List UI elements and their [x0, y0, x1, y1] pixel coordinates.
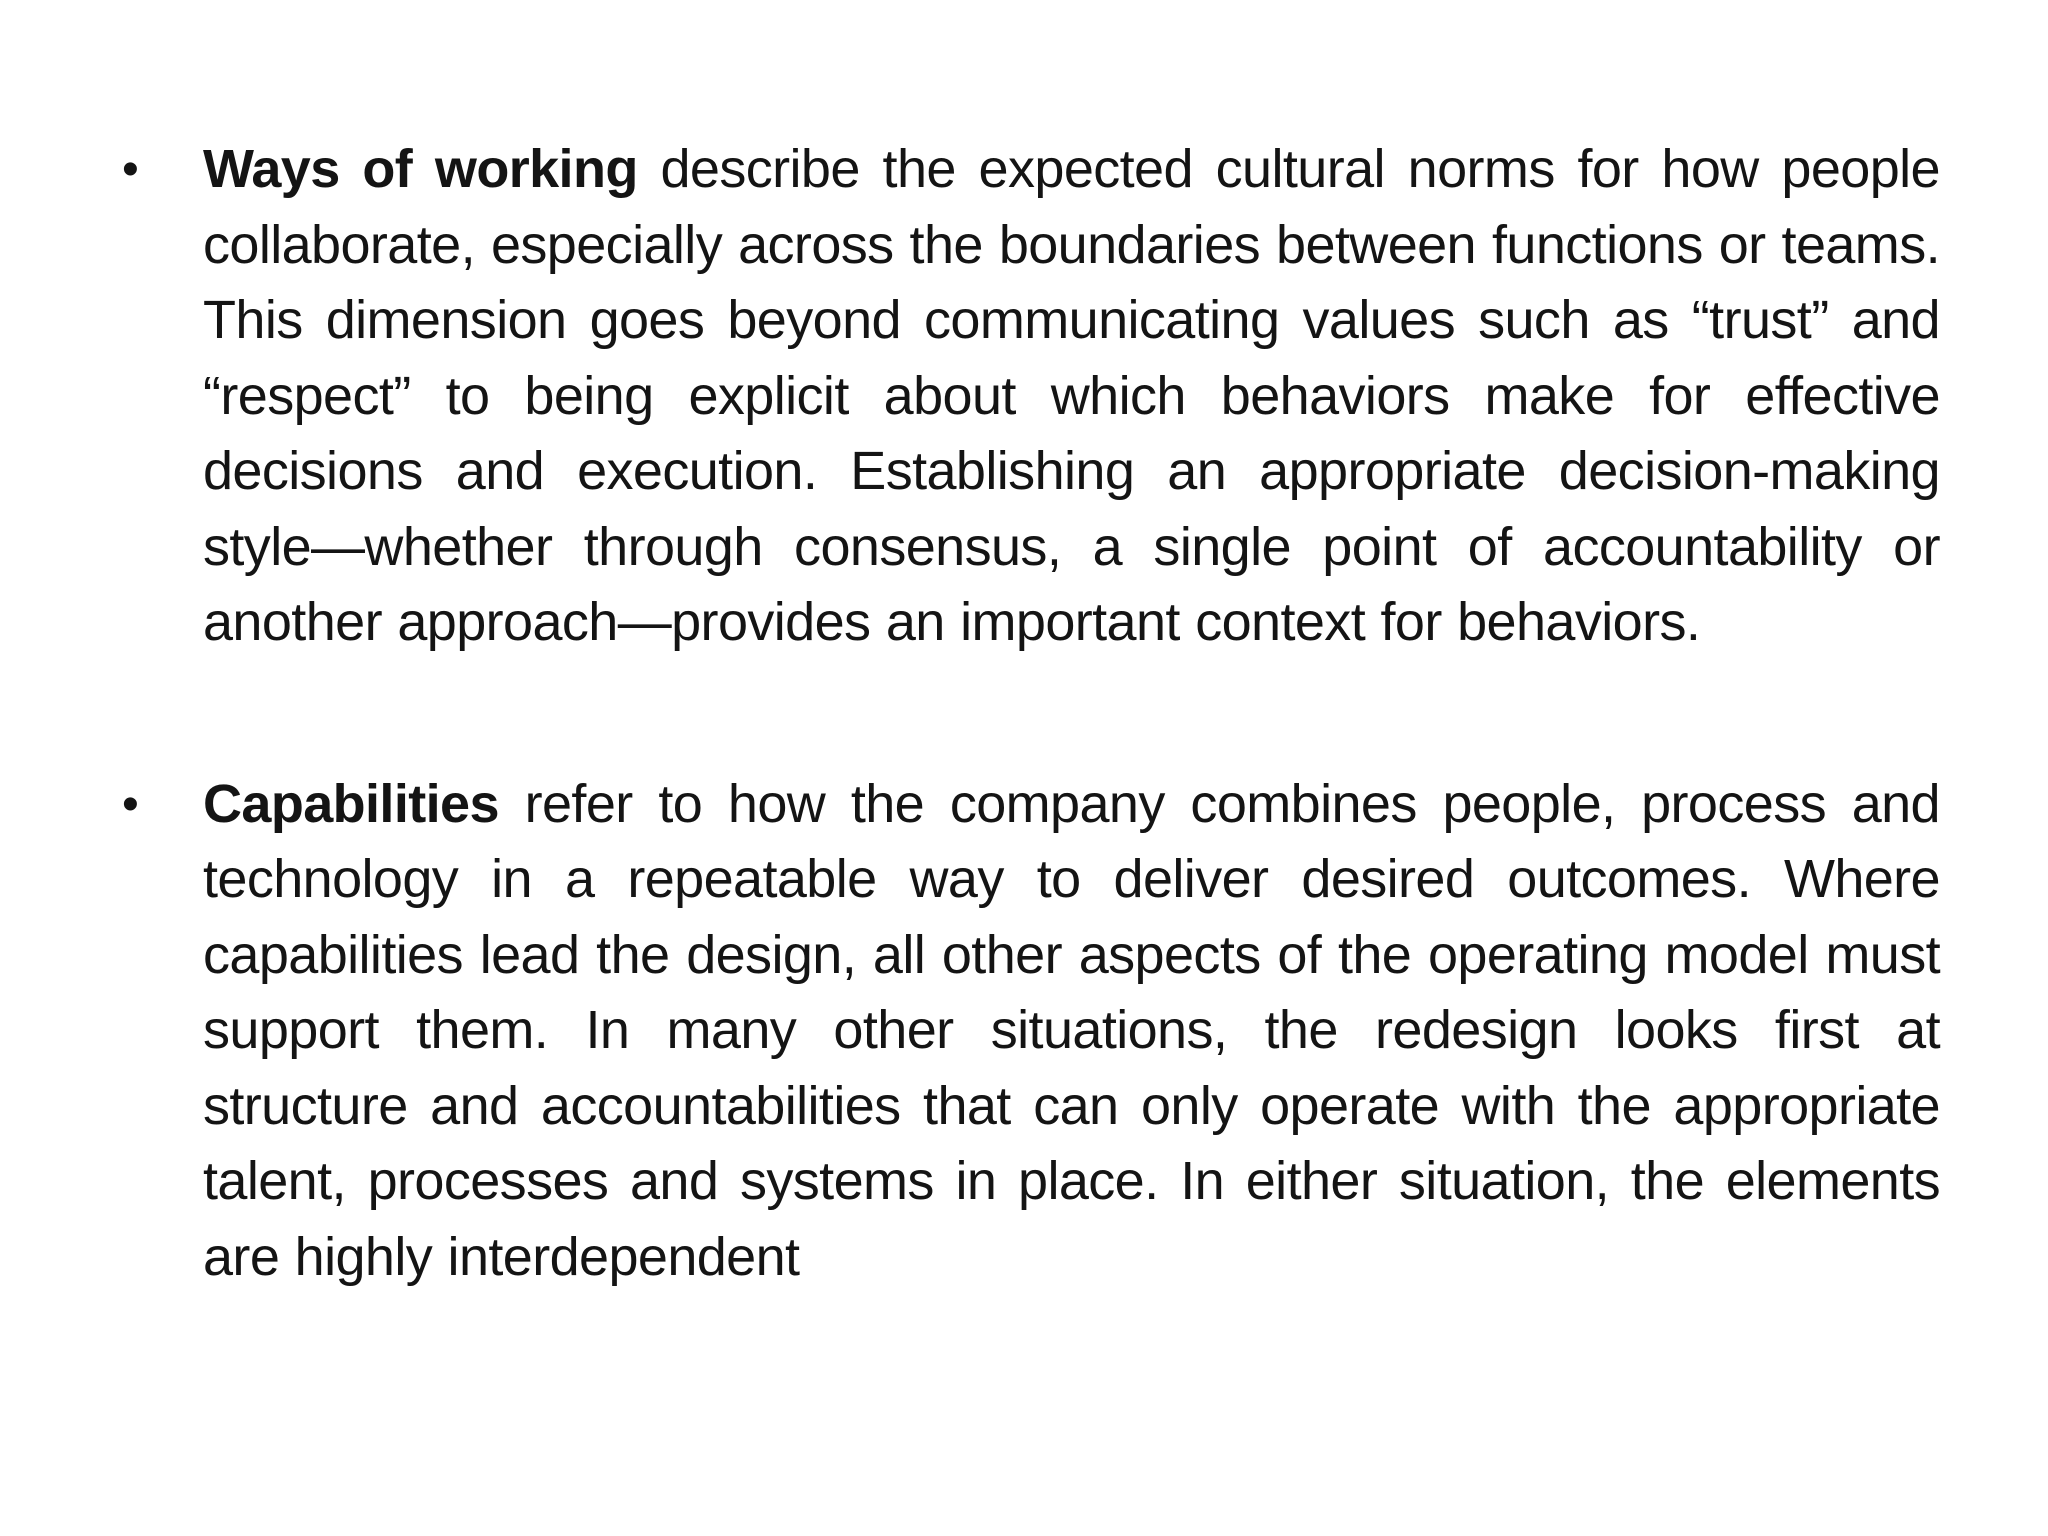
- bullet-icon: •: [122, 143, 139, 196]
- bullet-text: refer to how the company combines people, process and technology in a repeatable way to deliver desired outcomes. Where capabilities lead the design, all other aspects of the operating model must support them. In many other situations, the redesign looks first at structure and accountabilities that can only operate with the appropriate talent, processes and systems in place. In either situation, the elements are highly interdependent: [203, 773, 1940, 1287]
- bullet-capabilities: [120, 767, 1940, 1296]
- bullet-icon: •: [122, 777, 139, 831]
- bullet-term: Capabilities: [203, 773, 499, 834]
- bullet-ways-of-working: [120, 132, 1940, 661]
- bullet-text: describe the expected cultural norms for how people collaborate, especially across the boundaries between functions or teams. This dimension goes beyond communicating values such as “trust” and “respect” to being explicit about which behaviors make for effective decisions and execution. Establishing an appropriate decision-making style—whether through consensus, a single point of accountability or another approach—provides an important context for behaviors.: [203, 139, 1940, 652]
- bullet-term: Ways of working: [203, 139, 638, 199]
- bullet-list: [120, 132, 1940, 1295]
